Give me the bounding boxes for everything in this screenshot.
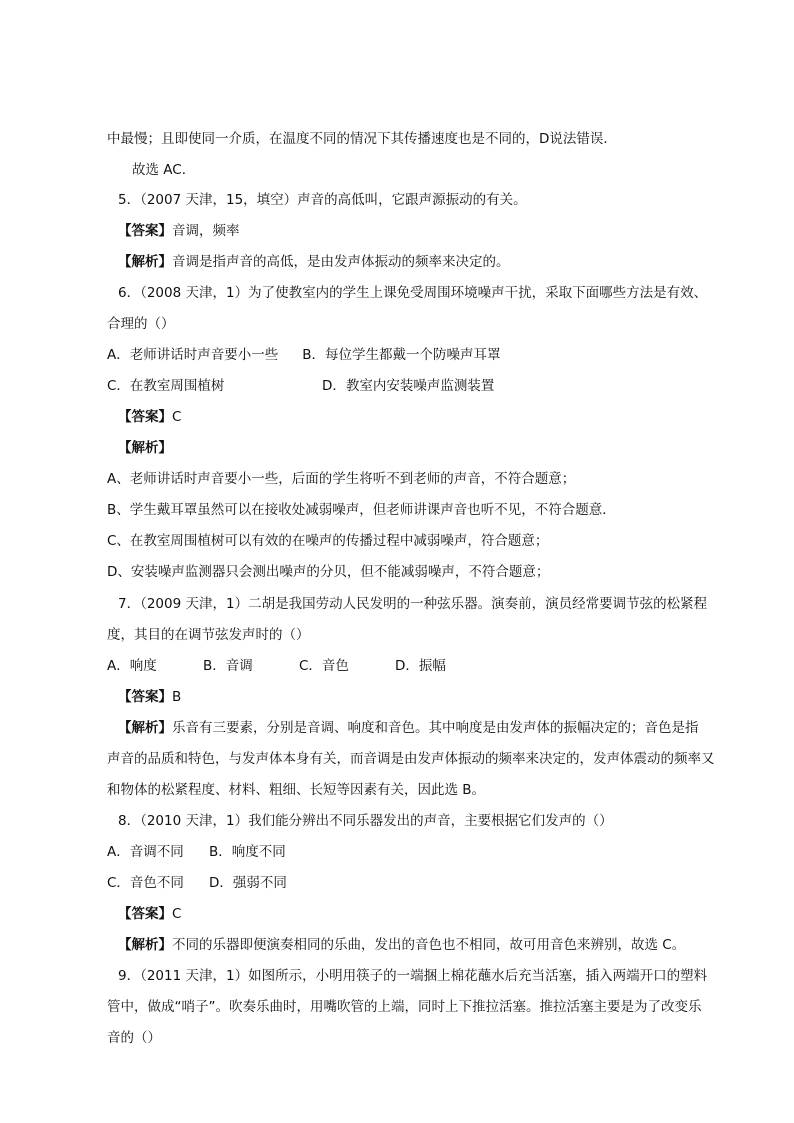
answer-tag: 【答案】 xyxy=(118,906,172,922)
question-6-options-ab xyxy=(107,345,687,365)
answer-tag: 【答案】 xyxy=(118,223,172,239)
explanation-line: 声音的品质和特色，与发声体本身有关，而音调是由发声体振动的频率来决定的，发声体震动的频率又 xyxy=(107,751,715,767)
question-9-line-1: 9．（2011 天津，1）如图所示，小明用筷子的一端捆上棉花蘸水后充当活塞，插入两端开口的塑料 xyxy=(118,968,708,984)
explanation-5 xyxy=(118,252,698,272)
option-b: B．音调 xyxy=(203,658,253,674)
answer-8 xyxy=(118,904,698,924)
question-6-options-cd xyxy=(107,376,687,396)
question-8: 8．（2010 天津，1）我们能分辨出不同乐器发出的声音，主要根据它们发声的（） xyxy=(118,813,613,829)
option-c: C．音色 xyxy=(299,658,349,674)
answer-7 xyxy=(118,687,698,707)
question-8-options-cd xyxy=(107,873,687,893)
option-b: B．每位学生都戴一个防噪声耳罩 xyxy=(302,347,501,363)
explanation-text: 乐音有三要素，分别是音调、响度和音色。其中响度是由发声体的振幅决定的；音色是指 xyxy=(172,720,699,736)
explanation-tag: 【解析】 xyxy=(118,440,172,456)
option-a: A．响度 xyxy=(107,658,157,674)
text-line: 中最慢；且即使同一介质，在温度不同的情况下其传播速度也是不同的，D说法错误． xyxy=(107,131,617,147)
answer-5 xyxy=(118,221,698,241)
answer-text: 音调，频率 xyxy=(172,223,240,239)
option-b: B．响度不同 xyxy=(209,844,286,860)
question-7-options xyxy=(107,656,687,676)
question-8-options-ab xyxy=(107,842,687,862)
question-6-line-2: 合理的（） xyxy=(107,316,175,332)
question-9-line-2: 管中，做成“哨子”。吹奏乐曲时，用嘴吹管的上端，同时上下推拉活塞。推拉活塞主要是为了改变乐 xyxy=(107,999,702,1015)
option-a: A．老师讲话时声音要小一些 xyxy=(107,347,279,363)
option-d: D．振幅 xyxy=(395,658,446,674)
answer-text: C xyxy=(172,906,182,922)
explanation-line: 和物体的松紧程度、材料、粗细、长短等因素有关，因此选 B。 xyxy=(107,782,486,798)
option-a: A．音调不同 xyxy=(107,844,184,860)
explanation-text: 不同的乐器即便演奏相同的乐曲，发出的音色也不相同，故可用音色来辨别，故选 C。 xyxy=(172,937,686,953)
answer-tag: 【答案】 xyxy=(118,409,172,425)
answer-tag: 【答案】 xyxy=(118,689,172,705)
explanation-line: D、安装噪声监测器只会测出噪声的分贝，但不能减弱噪声，不符合题意； xyxy=(107,564,550,580)
question-9-line-3: 音的（） xyxy=(107,1030,161,1046)
explanation-8 xyxy=(118,935,698,955)
option-d: D．强弱不同 xyxy=(209,875,287,891)
option-c: C．音色不同 xyxy=(107,875,184,891)
answer-6 xyxy=(118,407,698,427)
explanation-tag: 【解析】 xyxy=(118,937,172,953)
explanation-tag: 【解析】 xyxy=(118,254,172,270)
question-7-line-1: 7．（2009 天津，1）二胡是我国劳动人民发明的一种弦乐器。演奏前，演员经常要调节弦的松紧程 xyxy=(118,596,708,612)
question-5: 5．（2007 天津，15，填空）声音的高低叫，它跟声源振动的有关。 xyxy=(118,192,527,208)
explanation-line: C、在教室周围植树可以有效的在噪声的传播过程中减弱噪声，符合题意； xyxy=(107,533,549,549)
question-6-line-1: 6．（2008 天津，1）为了使教室内的学生上课免受周围环境噪声干扰，采取下面哪些方法是有效、 xyxy=(118,285,708,301)
option-d: D．教室内安装噪声监测装置 xyxy=(322,378,495,394)
answer-text: B xyxy=(172,689,182,705)
option-c: C．在教室周围植树 xyxy=(107,378,225,394)
explanation-text: 音调是指声音的高低，是由发声体振动的频率来决定的。 xyxy=(172,254,510,270)
explanation-7 xyxy=(118,718,698,738)
explanation-line: B、学生戴耳罩虽然可以在接收处减弱噪声，但老师讲课声音也听不见，不符合题意． xyxy=(107,502,616,518)
text-line: 故选 AC． xyxy=(132,162,196,178)
question-7-line-2: 度，其目的在调节弦发声时的（） xyxy=(107,627,310,643)
explanation-tag: 【解析】 xyxy=(118,720,172,736)
explanation-line: A、老师讲话时声音要小一些，后面的学生将听不到老师的声音，不符合题意； xyxy=(107,471,576,487)
answer-text: C xyxy=(172,409,182,425)
